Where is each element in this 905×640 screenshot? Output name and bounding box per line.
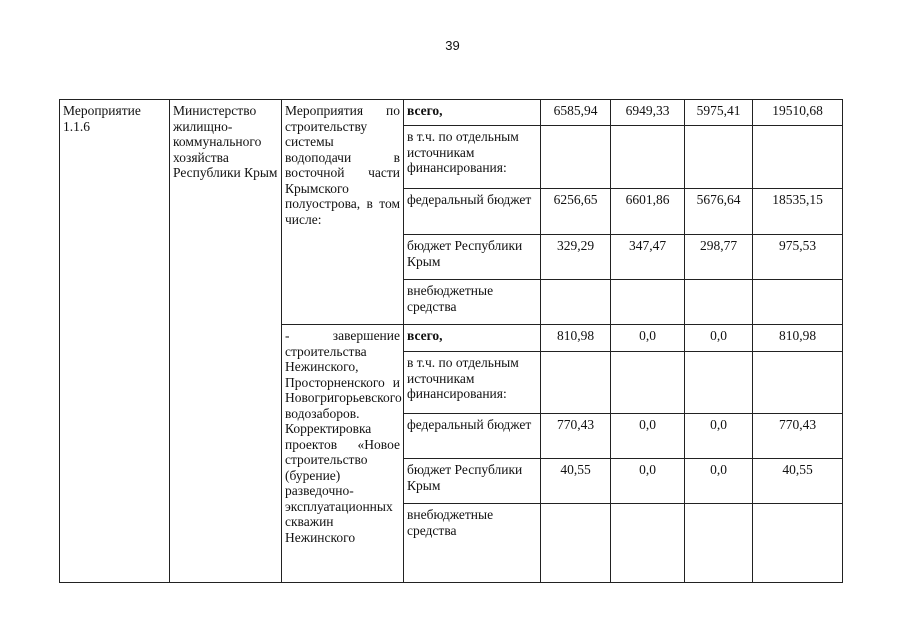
funding-label: в т.ч. по отдельным источникам финансирования: (404, 352, 541, 414)
funding-label: всего, (404, 100, 541, 126)
funding-table (59, 99, 843, 583)
value-cell: 347,47 (611, 235, 685, 280)
funding-label: бюджет Республики Крым (404, 235, 541, 280)
value-cell (685, 280, 753, 325)
event-description-cell: Мероприятия по строительству системы водоподачи в восточной части Крымского полуострова, в том числе: (282, 100, 404, 325)
value-cell: 6601,86 (611, 189, 685, 235)
page-number: 39 (445, 38, 460, 53)
funding-label: внебюджетные средства (404, 280, 541, 325)
value-cell: 810,98 (541, 325, 611, 352)
value-cell (611, 504, 685, 583)
value-cell (611, 126, 685, 189)
value-cell (541, 352, 611, 414)
value-cell: 6256,65 (541, 189, 611, 235)
value-cell (541, 504, 611, 583)
funding-label: в т.ч. по отдельным источникам финансирования: (404, 126, 541, 189)
value-cell (685, 126, 753, 189)
value-cell: 5975,41 (685, 100, 753, 126)
value-cell: 0,0 (611, 459, 685, 504)
value-cell (753, 126, 843, 189)
value-cell: 0,0 (685, 459, 753, 504)
value-cell: 0,0 (611, 414, 685, 459)
value-cell (541, 280, 611, 325)
value-cell: 0,0 (611, 325, 685, 352)
table-row (60, 100, 843, 126)
event-description-cell: - завершение строительства Нежинского, Просторненского и Новогригорьевского водозаборов. Корректировка проектов «Новое строительство (бурение) разведочно-эксплуатационных скважин Нежинского (282, 325, 404, 583)
value-cell: 0,0 (685, 414, 753, 459)
funding-label: федеральный бюджет (404, 414, 541, 459)
funding-label: бюджет Республики Крым (404, 459, 541, 504)
value-cell (753, 352, 843, 414)
value-cell (611, 352, 685, 414)
funding-label: всего, (404, 325, 541, 352)
value-cell: 6585,94 (541, 100, 611, 126)
funding-label: федеральный бюджет (404, 189, 541, 235)
ministry-cell: Министерство жилищно-коммунального хозяйства Республики Крым (170, 100, 282, 583)
funding-label: внебюджетные средства (404, 504, 541, 583)
value-cell (685, 504, 753, 583)
value-cell: 18535,15 (753, 189, 843, 235)
value-cell: 298,77 (685, 235, 753, 280)
event-code-cell: Мероприятие 1.1.6 (60, 100, 170, 583)
value-cell: 770,43 (541, 414, 611, 459)
value-cell: 19510,68 (753, 100, 843, 126)
value-cell (753, 504, 843, 583)
value-cell: 0,0 (685, 325, 753, 352)
value-cell: 40,55 (541, 459, 611, 504)
value-cell: 329,29 (541, 235, 611, 280)
value-cell (611, 280, 685, 325)
value-cell: 40,55 (753, 459, 843, 504)
value-cell (541, 126, 611, 189)
value-cell: 6949,33 (611, 100, 685, 126)
value-cell: 5676,64 (685, 189, 753, 235)
value-cell: 810,98 (753, 325, 843, 352)
value-cell (685, 352, 753, 414)
value-cell: 975,53 (753, 235, 843, 280)
value-cell: 770,43 (753, 414, 843, 459)
value-cell (753, 280, 843, 325)
